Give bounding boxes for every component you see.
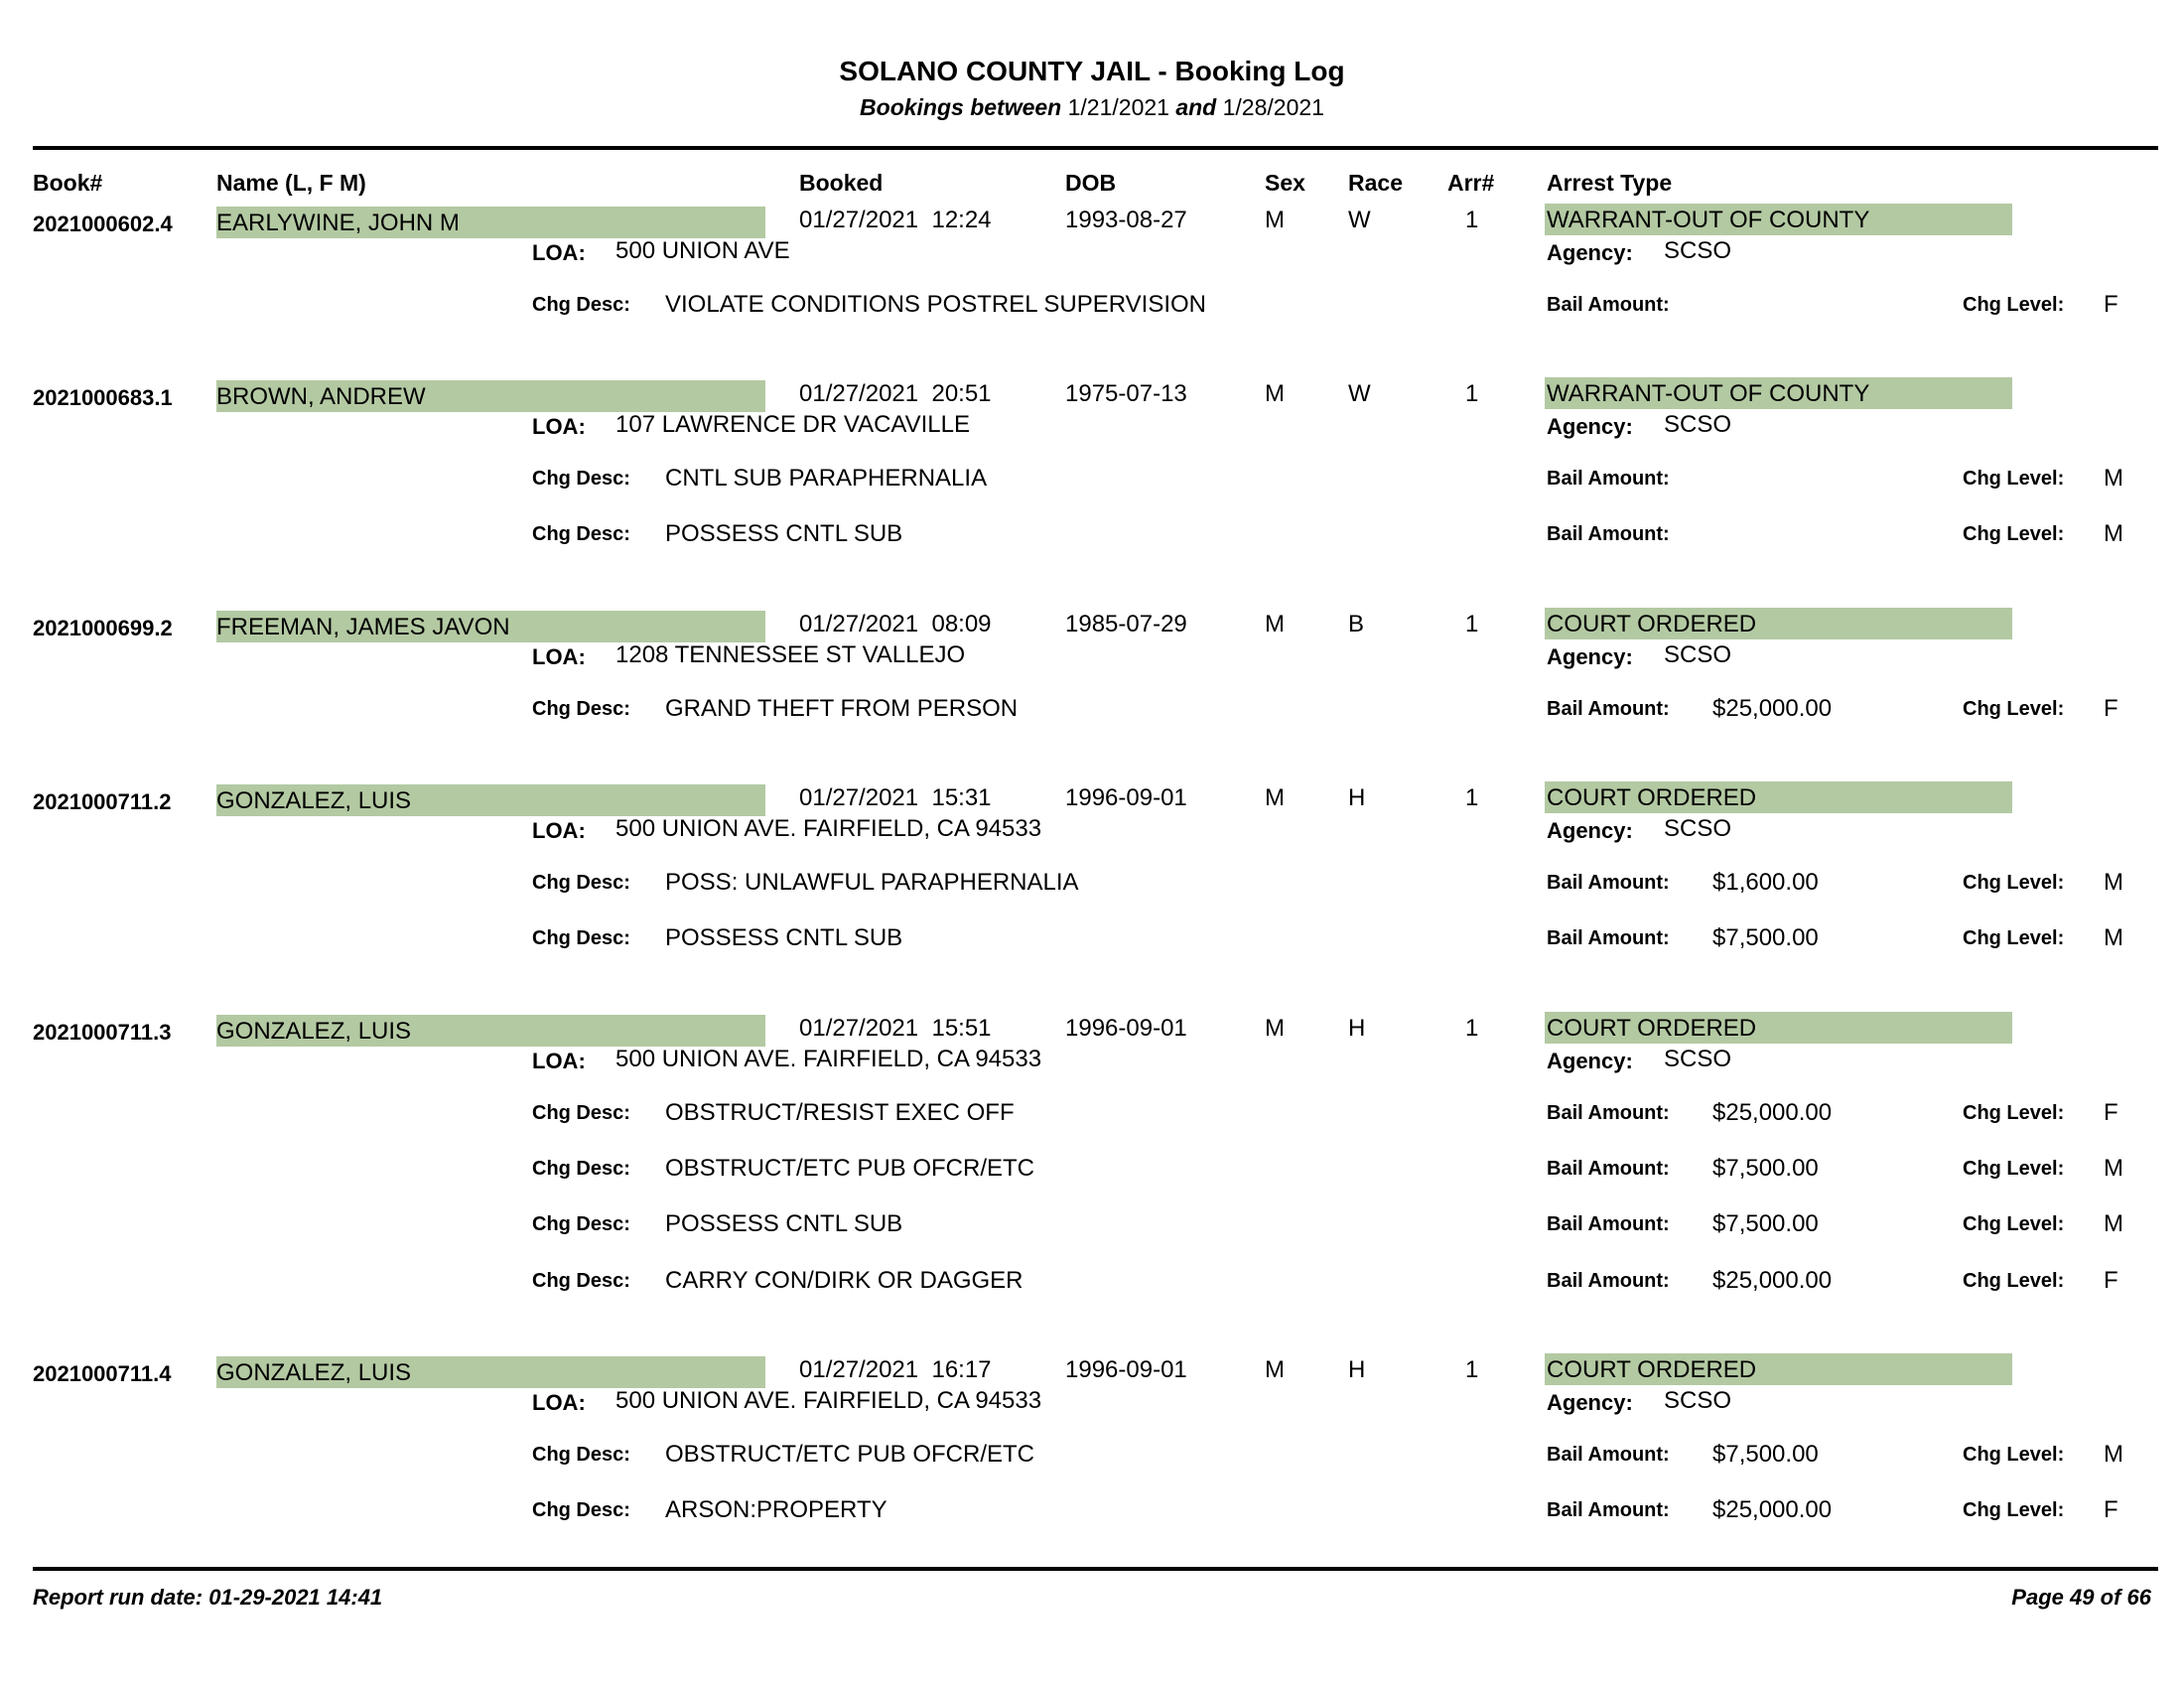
chg-desc-label: Chg Desc: (532, 872, 630, 894)
page-of-label: of (2100, 1585, 2121, 1610)
loa-value: 500 UNION AVE. FAIRFIELD, CA 94533 (615, 815, 1042, 842)
bail-amount-label: Bail Amount: (1547, 1213, 1670, 1235)
bail-amount-label: Bail Amount: (1547, 698, 1670, 720)
bail-amount-value: $7,500.00 (1712, 1210, 1819, 1237)
chg-level-label: Chg Level: (1963, 1270, 2065, 1292)
loa-label: LOA: (532, 240, 586, 265)
chg-level-label: Chg Level: (1963, 927, 2065, 949)
dob: 1996-09-01 (1065, 784, 1187, 811)
agency-value: SCSO (1664, 237, 1732, 264)
book-number: 2021000683.1 (33, 385, 173, 410)
book-number: 2021000711.2 (33, 789, 172, 814)
sex: M (1265, 1356, 1285, 1383)
dob: 1975-07-13 (1065, 380, 1187, 407)
bail-amount-label: Bail Amount: (1547, 872, 1670, 894)
bail-amount-value: $7,500.00 (1712, 1441, 1819, 1468)
race: H (1348, 1015, 1366, 1042)
agency-label: Agency: (1547, 818, 1633, 843)
booked-date: 01/27/2021 (799, 207, 919, 233)
bottom-rule (33, 1567, 2158, 1571)
sex: M (1265, 611, 1285, 637)
col-arrest-type: Arrest Type (1547, 170, 1673, 196)
loa-value: 500 UNION AVE. FAIRFIELD, CA 94533 (615, 1387, 1042, 1414)
booked-datetime (799, 207, 992, 234)
chg-desc-label: Chg Desc: (532, 468, 630, 490)
booked-time: 15:31 (931, 784, 992, 811)
run-date-value: 01-29-2021 14:41 (208, 1585, 383, 1610)
loa-label: LOA: (532, 818, 586, 843)
chg-desc-value: VIOLATE CONDITIONS POSTREL SUPERVISION (665, 291, 1207, 318)
col-arr: Arr# (1447, 170, 1495, 196)
bail-amount-value: $25,000.00 (1712, 1099, 1833, 1126)
chg-desc-label: Chg Desc: (532, 1213, 630, 1235)
sex: M (1265, 784, 1285, 811)
inmate-name: GONZALEZ, LUIS (216, 1359, 412, 1386)
bail-amount-value: $7,500.00 (1712, 924, 1819, 951)
chg-level-value: M (2104, 520, 2123, 547)
chg-desc-value: GRAND THEFT FROM PERSON (665, 695, 1019, 722)
arrest-type: COURT ORDERED (1547, 784, 1757, 811)
booked-date: 01/27/2021 (799, 380, 919, 407)
bail-amount-label: Bail Amount: (1547, 927, 1670, 949)
agency-value: SCSO (1664, 1387, 1732, 1414)
page-number (2011, 1585, 2151, 1611)
chg-level-label: Chg Level: (1963, 523, 2065, 545)
bail-amount-label: Bail Amount: (1547, 1102, 1670, 1124)
col-sex: Sex (1265, 170, 1305, 196)
chg-desc-value: POSS: UNLAWFUL PARAPHERNALIA (665, 869, 1079, 896)
bail-amount-label: Bail Amount: (1547, 468, 1670, 490)
booked-datetime (799, 784, 992, 812)
arrest-type: WARRANT-OUT OF COUNTY (1547, 207, 1870, 233)
sex: M (1265, 380, 1285, 407)
chg-level-label: Chg Level: (1963, 1158, 2065, 1180)
dob: 1993-08-27 (1065, 207, 1187, 233)
booked-date: 01/27/2021 (799, 784, 919, 811)
top-rule (33, 146, 2158, 150)
arrest-number: 1 (1465, 611, 1479, 637)
chg-level-label: Chg Level: (1963, 1444, 2065, 1466)
chg-desc-value: OBSTRUCT/ETC PUB OFCR/ETC (665, 1155, 1035, 1182)
chg-desc-value: POSSESS CNTL SUB (665, 1210, 903, 1237)
chg-level-value: F (2104, 1099, 2118, 1126)
agency-label: Agency: (1547, 414, 1633, 439)
col-booked: Booked (799, 170, 884, 196)
report-title: SOLANO COUNTY JAIL - Booking Log (839, 56, 1345, 86)
chg-level-value: M (2104, 924, 2123, 951)
chg-level-value: M (2104, 1155, 2123, 1182)
race: W (1348, 380, 1371, 407)
booked-date: 01/27/2021 (799, 1015, 919, 1042)
col-race: Race (1348, 170, 1403, 196)
bail-amount-label: Bail Amount: (1547, 1499, 1670, 1521)
booked-time: 12:24 (931, 207, 992, 233)
chg-level-label: Chg Level: (1963, 1102, 2065, 1124)
chg-level-value: M (2104, 1210, 2123, 1237)
page-current: 49 (2070, 1585, 2095, 1610)
inmate-name: BROWN, ANDREW (216, 383, 426, 410)
bail-amount-value: $25,000.00 (1712, 1267, 1833, 1294)
end-date: 1/28/2021 (1222, 94, 1324, 120)
bail-amount-value: $25,000.00 (1712, 1496, 1833, 1523)
loa-label: LOA: (532, 1049, 586, 1073)
chg-desc-label: Chg Desc: (532, 698, 630, 720)
bail-amount-value: $25,000.00 (1712, 695, 1833, 722)
chg-level-value: F (2104, 291, 2118, 318)
chg-level-value: F (2104, 1496, 2118, 1523)
arrest-number: 1 (1465, 784, 1479, 811)
booked-time: 16:17 (931, 1356, 992, 1383)
chg-desc-value: CARRY CON/DIRK OR DAGGER (665, 1267, 1024, 1294)
bail-amount-value: $7,500.00 (1712, 1155, 1819, 1182)
loa-value: 500 UNION AVE (615, 237, 790, 264)
chg-level-value: M (2104, 869, 2123, 896)
chg-desc-value: ARSON:PROPERTY (665, 1496, 887, 1523)
chg-level-value: F (2104, 695, 2118, 722)
booked-date: 01/27/2021 (799, 1356, 919, 1383)
book-number: 2021000711.4 (33, 1361, 172, 1386)
chg-desc-label: Chg Desc: (532, 1444, 630, 1466)
chg-level-label: Chg Level: (1963, 872, 2065, 894)
agency-label: Agency: (1547, 1390, 1633, 1415)
booked-date: 01/27/2021 (799, 611, 919, 637)
race: W (1348, 207, 1371, 233)
start-date: 1/21/2021 (1067, 94, 1169, 120)
report-run-date (33, 1585, 382, 1611)
race: H (1348, 784, 1366, 811)
col-dob: DOB (1065, 170, 1117, 196)
bail-amount-label: Bail Amount: (1547, 523, 1670, 545)
inmate-name: GONZALEZ, LUIS (216, 1018, 412, 1045)
chg-desc-label: Chg Desc: (532, 294, 630, 316)
subtitle-and: and (1175, 94, 1217, 120)
chg-desc-label: Chg Desc: (532, 1158, 630, 1180)
bail-amount-label: Bail Amount: (1547, 1158, 1670, 1180)
bail-amount-label: Bail Amount: (1547, 294, 1670, 316)
loa-value: 107 LAWRENCE DR VACAVILLE (615, 411, 971, 438)
chg-level-value: M (2104, 465, 2123, 492)
col-name: Name (L, F M) (216, 170, 366, 196)
arrest-type: COURT ORDERED (1547, 1015, 1757, 1042)
booked-time: 15:51 (931, 1015, 992, 1042)
chg-level-label: Chg Level: (1963, 294, 2065, 316)
chg-desc-value: POSSESS CNTL SUB (665, 520, 903, 547)
chg-desc-value: POSSESS CNTL SUB (665, 924, 903, 951)
dob: 1985-07-29 (1065, 611, 1187, 637)
bail-amount-label: Bail Amount: (1547, 1444, 1670, 1466)
loa-label: LOA: (532, 644, 586, 669)
book-number: 2021000711.3 (33, 1020, 172, 1045)
dob: 1996-09-01 (1065, 1356, 1187, 1383)
booked-time: 20:51 (931, 380, 992, 407)
book-number: 2021000699.2 (33, 616, 173, 640)
chg-level-value: F (2104, 1267, 2118, 1294)
booked-time: 08:09 (931, 611, 992, 637)
arrest-type: COURT ORDERED (1547, 611, 1757, 637)
book-number: 2021000602.4 (33, 211, 173, 236)
booked-datetime (799, 1015, 992, 1043)
report-subtitle (0, 94, 2184, 121)
agency-label: Agency: (1547, 644, 1633, 669)
chg-desc-label: Chg Desc: (532, 1270, 630, 1292)
chg-desc-value: OBSTRUCT/RESIST EXEC OFF (665, 1099, 1015, 1126)
chg-level-label: Chg Level: (1963, 468, 2065, 490)
chg-desc-label: Chg Desc: (532, 1499, 630, 1521)
race: B (1348, 611, 1365, 637)
bail-amount-value: $1,600.00 (1712, 869, 1819, 896)
chg-desc-label: Chg Desc: (532, 523, 630, 545)
agency-value: SCSO (1664, 641, 1732, 668)
agency-value: SCSO (1664, 1046, 1732, 1072)
inmate-name: FREEMAN, JAMES JAVON (216, 614, 510, 640)
agency-label: Agency: (1547, 1049, 1633, 1073)
inmate-name: GONZALEZ, LUIS (216, 787, 412, 814)
arrest-type: COURT ORDERED (1547, 1356, 1757, 1383)
chg-desc-value: OBSTRUCT/ETC PUB OFCR/ETC (665, 1441, 1035, 1468)
chg-level-label: Chg Level: (1963, 1213, 2065, 1235)
loa-label: LOA: (532, 1390, 586, 1415)
booked-datetime (799, 1356, 992, 1384)
booked-datetime (799, 611, 992, 638)
chg-level-label: Chg Level: (1963, 698, 2065, 720)
page-label: Page (2011, 1585, 2064, 1610)
loa-label: LOA: (532, 414, 586, 439)
booked-datetime (799, 380, 992, 408)
chg-desc-label: Chg Desc: (532, 927, 630, 949)
loa-value: 500 UNION AVE. FAIRFIELD, CA 94533 (615, 1046, 1042, 1072)
arrest-number: 1 (1465, 1356, 1479, 1383)
arrest-number: 1 (1465, 1015, 1479, 1042)
loa-value: 1208 TENNESSEE ST VALLEJO (615, 641, 966, 668)
chg-level-value: M (2104, 1441, 2123, 1468)
page-total: 66 (2126, 1585, 2151, 1610)
sex: M (1265, 1015, 1285, 1042)
agency-value: SCSO (1664, 815, 1732, 842)
dob: 1996-09-01 (1065, 1015, 1187, 1042)
inmate-name: EARLYWINE, JOHN M (216, 210, 460, 236)
agency-value: SCSO (1664, 411, 1732, 438)
subtitle-prefix: Bookings between (860, 94, 1062, 120)
race: H (1348, 1356, 1366, 1383)
chg-desc-label: Chg Desc: (532, 1102, 630, 1124)
run-date-label: Report run date: (33, 1585, 204, 1610)
chg-level-label: Chg Level: (1963, 1499, 2065, 1521)
arrest-number: 1 (1465, 207, 1479, 233)
arrest-type: WARRANT-OUT OF COUNTY (1547, 380, 1870, 407)
col-book: Book# (33, 170, 103, 196)
arrest-number: 1 (1465, 380, 1479, 407)
agency-label: Agency: (1547, 240, 1633, 265)
sex: M (1265, 207, 1285, 233)
bail-amount-label: Bail Amount: (1547, 1270, 1670, 1292)
chg-desc-value: CNTL SUB PARAPHERNALIA (665, 465, 988, 492)
